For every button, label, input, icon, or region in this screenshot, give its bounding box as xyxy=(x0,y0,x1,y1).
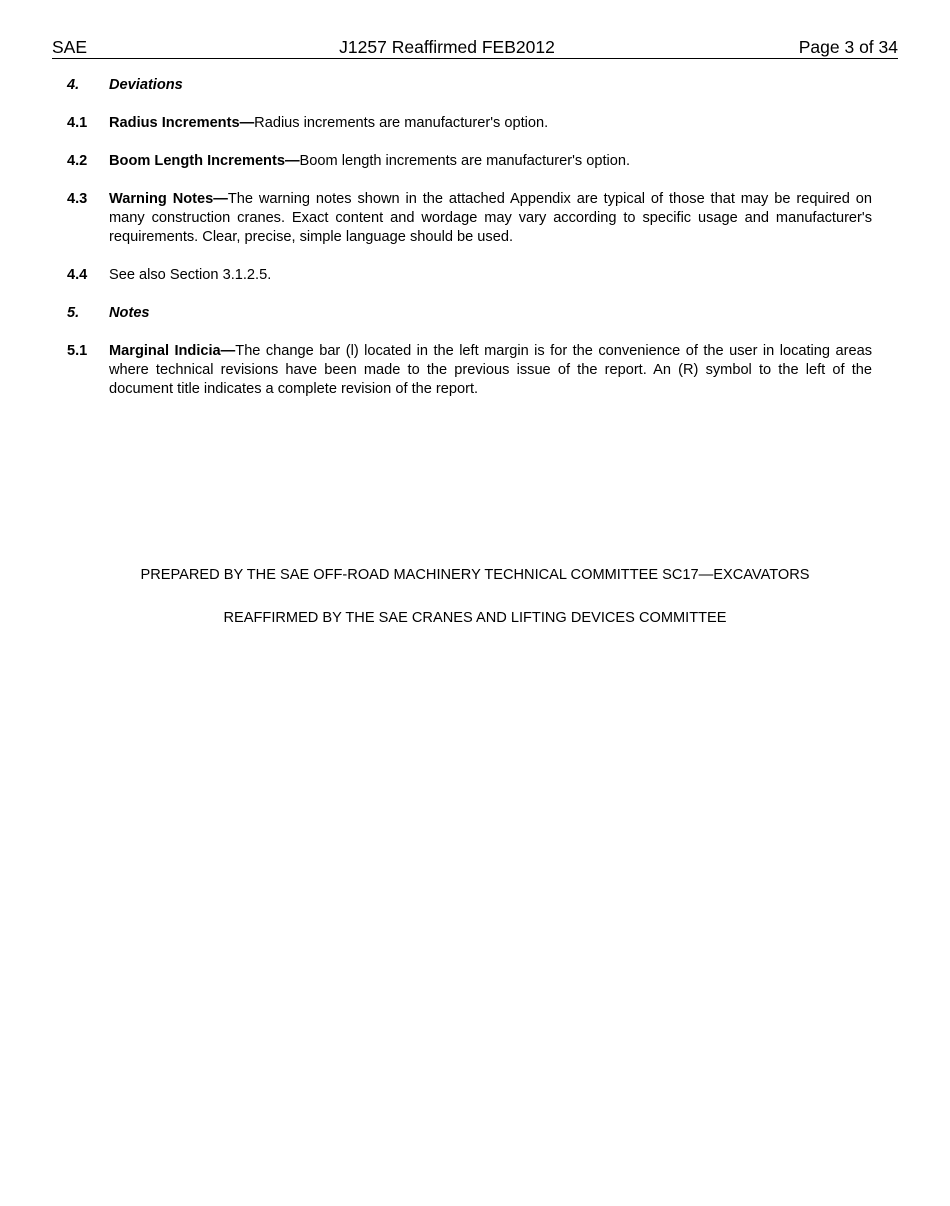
document-body xyxy=(67,76,872,418)
header-org: SAE xyxy=(52,37,88,57)
section-number: 4.1 xyxy=(67,115,88,131)
prepared-by-statement: PREPARED BY THE SAE OFF-ROAD MACHINERY TECHNICAL COMMITTEE SC17—EXCAVATORS xyxy=(140,567,810,583)
section-number: 5. xyxy=(67,305,80,321)
section-4-1 xyxy=(67,114,872,133)
section-number: 4.2 xyxy=(67,153,88,169)
section-text: The warning notes shown in the attached Appendix are typical of those that may be required on many construction cranes. Exact content and wordage may vary according to specific usage and manufacturer's requirements. Clear, precise, simple language should be used. xyxy=(109,191,872,245)
section-5-1 xyxy=(67,342,872,399)
page-header xyxy=(52,36,898,59)
section-paragraph xyxy=(109,190,872,247)
section-lead: Warning Notes— xyxy=(109,191,228,207)
section-title: Notes xyxy=(109,305,150,321)
section-lead: Boom Length Increments— xyxy=(109,153,300,169)
section-lead: Radius Increments— xyxy=(109,115,255,131)
section-4-heading xyxy=(67,76,872,95)
section-text: Boom length increments are manufacturer's option. xyxy=(299,153,631,169)
reaffirmed-by-statement: REAFFIRMED BY THE SAE CRANES AND LIFTING DEVICES COMMITTEE xyxy=(223,610,727,626)
header-document-id: J1257 Reaffirmed FEB2012 xyxy=(339,37,555,57)
section-4-2 xyxy=(67,152,872,171)
section-paragraph xyxy=(109,114,872,133)
section-text: See also Section 3.1.2.5. xyxy=(109,267,272,283)
section-paragraph xyxy=(109,342,872,399)
section-paragraph xyxy=(109,152,872,171)
header-page-number: Page 3 of 34 xyxy=(798,37,898,57)
section-5-heading xyxy=(67,304,872,323)
section-4-4 xyxy=(67,266,872,285)
section-number: 4. xyxy=(67,77,80,93)
section-title: Deviations xyxy=(109,77,183,93)
section-paragraph xyxy=(109,266,872,285)
section-number: 4.3 xyxy=(67,191,88,207)
section-text: The change bar (l) located in the left margin is for the convenience of the user in locating areas where technical revisions have been made to the previous issue of the report. An (R) symbol to the left of the document title indicates a complete revision of the report. xyxy=(109,343,872,397)
section-number: 4.4 xyxy=(67,267,88,283)
section-number: 5.1 xyxy=(67,343,88,359)
section-text: Radius increments are manufacturer's option. xyxy=(254,115,549,131)
section-lead: Marginal Indicia— xyxy=(109,343,236,359)
section-4-3 xyxy=(67,190,872,247)
